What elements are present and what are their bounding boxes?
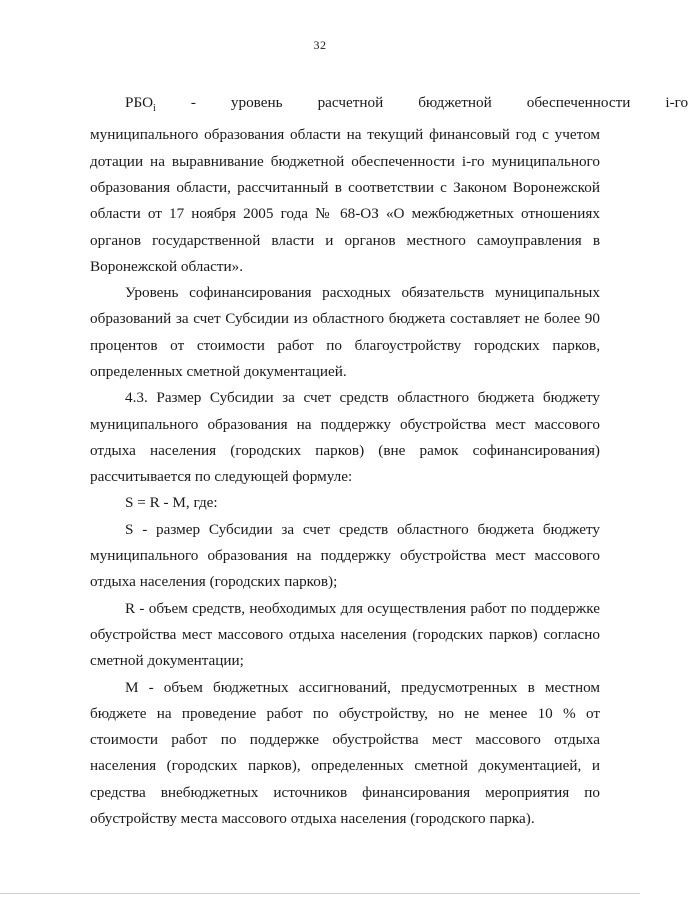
paragraph-rbo-definition — [90, 90, 688, 280]
scan-bottom-edge — [0, 893, 640, 894]
rbo-word: расчетной — [317, 94, 384, 111]
document-body — [90, 90, 688, 832]
rbo-word: уровень — [230, 94, 283, 111]
rbo-rest: муниципального образования области на текущий финансовый год с учетом дотации на выравнивание бюджетной обеспеченности i-го муниципального образования области, рассчитанный в соответствии с Законом Воронежской области от 17 ноября 2005 года № 68-ОЗ «О межбюджетных отношениях органов государственной власти и органов местного самоуправления в Воронежской области». — [90, 126, 600, 275]
definition-m: М - объем бюджетных ассигнований, предусмотренных в местном бюджете на проведение работ по обустройству, но не менее 10 % от стоимости работ по поддержке обустройства мест массового отдыха населения (городских парков), определенных сметной документацией, и средства внебюджетных источников финансирования мероприятия по обустройству места массового отдыха населения (городского парка). — [90, 678, 600, 828]
formula: S = R - M, где: — [125, 494, 218, 512]
rbo-first-line — [90, 90, 688, 122]
definition-r: R - объем средств, необходимых для осуществления работ по поддержке обустройства мест массового отдыха населения (городских парков) согласно сметной документации; — [90, 599, 600, 670]
rbo-word: обеспеченности — [526, 94, 631, 111]
rbo-word: i-го — [665, 94, 688, 111]
definition-s: S - размер Субсидии за счет средств областного бюджета бюджету муниципального образования на поддержку обустройства мест массового отдыха населения (городских парков); — [90, 520, 600, 591]
page-number: 32 — [313, 38, 327, 52]
paragraph-cofinancing-level: Уровень софинансирования расходных обязательств муниципальных образований за счет Субсидии из областного бюджета составляет не более 90 процентов от стоимости работ по благоустройству городских парков, определенных сметной документацией. — [90, 284, 600, 380]
rbo-term: $РБО_i$ — [125, 94, 156, 115]
rbo-word: бюджетной — [418, 94, 492, 111]
rbo-dash: - — [190, 94, 196, 111]
paragraph-4-3: 4.3. Размер Субсидии за счет средств областного бюджета бюджету муниципального образования на поддержку обустройства мест массового отдыха населения (городских парков) (вне рамок софинансирования) рассчитывается по следующей формуле: — [90, 389, 600, 486]
